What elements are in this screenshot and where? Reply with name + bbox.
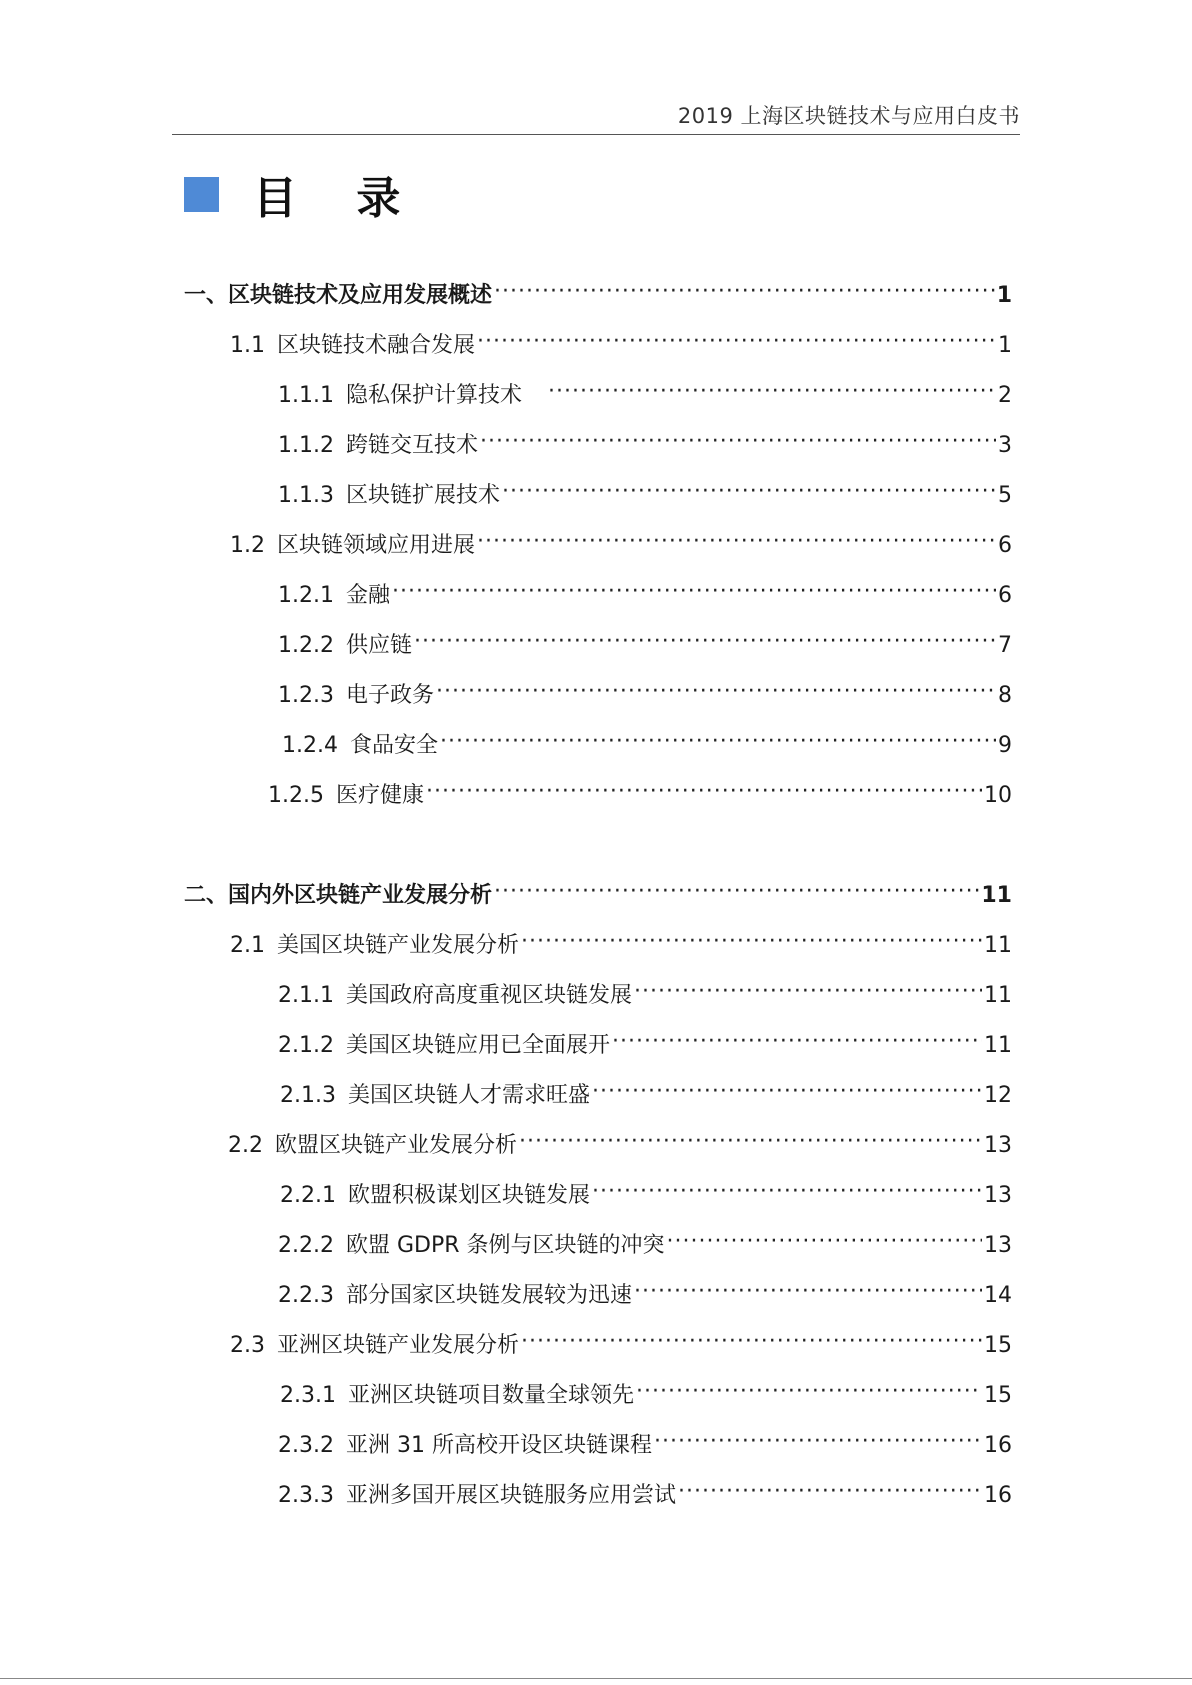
toc-entry-1-2-3[interactable] <box>278 680 1012 712</box>
toc-leader-dots <box>436 676 996 708</box>
toc-entry-title: 区块链技术融合发展 <box>277 333 476 358</box>
toc-leader-dots <box>667 1226 982 1258</box>
toc-entry-title: 供应链 <box>345 633 412 658</box>
toc-entry-page: 3 <box>998 433 1012 458</box>
toc-entry-number: 1.2.3 <box>278 683 334 708</box>
toc-entry-title: 跨链交互技术 <box>345 433 478 458</box>
toc-entry-title: 美国区块链应用已全面展开 <box>345 1033 610 1058</box>
toc-entry-title: 美国区块链人才需求旺盛 <box>347 1083 590 1108</box>
toc-entry-page: 11 <box>984 933 1012 958</box>
toc-entry-page: 6 <box>998 583 1012 608</box>
toc-entry-page: 13 <box>984 1233 1012 1258</box>
toc-leader-dots <box>592 1076 982 1108</box>
running-header-title: 2019 上海区块链技术与应用白皮书 <box>677 104 1020 128</box>
toc-entry-number: 1.2 <box>230 533 265 558</box>
toc-entry-number: 2.1 <box>230 933 265 958</box>
toc-leader-dots <box>426 776 982 808</box>
toc-entry-page: 11 <box>984 983 1012 1008</box>
toc-leader-dots <box>480 426 996 458</box>
toc-entry-title: 欧盟积极谋划区块链发展 <box>347 1183 590 1208</box>
toc-leader-dots <box>654 1426 982 1458</box>
toc-entry-title: 食品安全 <box>349 733 438 758</box>
toc-entry-1-1[interactable] <box>230 330 1012 362</box>
toc-entry-title: 医疗健康 <box>335 783 424 808</box>
toc-leader-dots <box>678 1476 982 1508</box>
toc-entry-title: 欧盟区块链产业发展分析 <box>275 1133 518 1158</box>
toc-entry-number: 2.2.3 <box>278 1283 334 1308</box>
toc-entry-number: 2.3.1 <box>280 1383 336 1408</box>
toc-leader-dots <box>440 726 996 758</box>
toc-heading-label: 目 录 <box>253 173 423 224</box>
toc-entry-title: 部分国家区块链发展较为迅速 <box>345 1283 632 1308</box>
toc-entry-number: 1.2.1 <box>278 583 334 608</box>
toc-entry-title: 亚洲区块链产业发展分析 <box>277 1333 520 1358</box>
toc-leader-dots <box>519 1126 982 1158</box>
toc-entry-page: 13 <box>984 1133 1012 1158</box>
toc-entry-2-2-1[interactable] <box>280 1180 1012 1212</box>
toc-entry-page: 1 <box>998 333 1012 358</box>
toc-leader-dots <box>414 626 996 658</box>
toc-entry-2-3-3[interactable] <box>278 1480 1012 1512</box>
toc-leader-dots <box>494 276 995 308</box>
toc-entry-number: 1.1 <box>230 333 265 358</box>
toc-entry-title: 美国区块链产业发展分析 <box>277 933 520 958</box>
toc-leader-dots <box>494 876 979 908</box>
toc-entry-2-2-2[interactable] <box>278 1230 1012 1262</box>
toc-entry-2-2-3[interactable] <box>278 1280 1012 1312</box>
toc-entry-page: 15 <box>984 1383 1012 1408</box>
toc-leader-dots <box>634 1276 982 1308</box>
toc-entry-page: 12 <box>984 1083 1012 1108</box>
toc-entry-title: 美国政府高度重视区块链发展 <box>345 983 632 1008</box>
toc-entry-number: 1.1.3 <box>278 483 334 508</box>
toc-entry-number: 2.3.3 <box>278 1483 334 1508</box>
toc-entry-number: 2.3.2 <box>278 1433 334 1458</box>
toc-entry-title: 欧盟 GDPR 条例与区块链的冲突 <box>345 1233 665 1258</box>
toc-entry-number: 2.1.1 <box>278 983 334 1008</box>
toc-entry-page: 16 <box>984 1483 1012 1508</box>
toc-entry-1-1-3[interactable] <box>278 480 1012 512</box>
toc-entry-1-2-5[interactable] <box>268 780 1012 812</box>
toc-entry-number: 1.2.2 <box>278 633 334 658</box>
toc-entry-number: 1.1.2 <box>278 433 334 458</box>
toc-entry-2-3-2[interactable] <box>278 1430 1012 1462</box>
toc-entry-2-3[interactable] <box>230 1330 1012 1362</box>
toc-entry-page: 2 <box>998 383 1012 408</box>
toc-leader-dots <box>502 476 996 508</box>
toc-entry-page: 9 <box>998 733 1012 758</box>
toc-leader-dots <box>634 976 982 1008</box>
toc-entry-1-2[interactable] <box>230 530 1012 562</box>
toc-heading <box>184 162 422 226</box>
toc-entry-number: 1.1.1 <box>278 383 334 408</box>
toc-entry-1-2-1[interactable] <box>278 580 1012 612</box>
toc-entry-page: 15 <box>984 1333 1012 1358</box>
toc-entry-title: 亚洲区块链项目数量全球领先 <box>347 1383 634 1408</box>
toc-entry-page: 6 <box>998 533 1012 558</box>
toc-entry-2-2[interactable] <box>228 1130 1012 1162</box>
toc-entry-title: 电子政务 <box>345 683 434 708</box>
toc-entry-number: 2.2 <box>228 1133 263 1158</box>
toc-entry-page: 8 <box>998 683 1012 708</box>
toc-entry-chapter-2[interactable] <box>184 880 1012 912</box>
toc-entry-title: 亚洲 31 所高校开设区块链课程 <box>345 1433 652 1458</box>
toc-entry-title: 金融 <box>345 583 390 608</box>
toc-entry-1-1-2[interactable] <box>278 430 1012 462</box>
toc-entry-1-1-1[interactable] <box>278 380 1012 412</box>
toc-entry-2-1-2[interactable] <box>278 1030 1012 1062</box>
toc-entry-title: 区块链领域应用进展 <box>277 533 476 558</box>
toc-leader-dots <box>612 1026 982 1058</box>
toc-leader-dots <box>392 576 996 608</box>
header-divider <box>172 134 1020 135</box>
toc-entry-2-3-1[interactable] <box>280 1380 1012 1412</box>
toc-entry-page: 10 <box>984 783 1012 808</box>
toc-leader-dots <box>477 326 996 358</box>
toc-leader-dots <box>521 1326 982 1358</box>
toc-entry-page: 5 <box>998 483 1012 508</box>
toc-entry-number: 2.1.2 <box>278 1033 334 1058</box>
toc-entry-chapter-1[interactable] <box>184 280 1012 312</box>
toc-entry-page: 1 <box>996 283 1012 308</box>
toc-entry-page: 11 <box>984 1033 1012 1058</box>
toc-entry-page: 13 <box>984 1183 1012 1208</box>
toc-entry-number: 2.3 <box>230 1333 265 1358</box>
toc-entry-title: 区块链扩展技术 <box>345 483 500 508</box>
toc-entry-2-1[interactable] <box>230 930 1012 962</box>
toc-leader-dots <box>548 376 996 408</box>
toc-entry-title: 亚洲多国开展区块链服务应用尝试 <box>345 1483 676 1508</box>
toc-leader-dots <box>592 1176 982 1208</box>
toc-leader-dots <box>477 526 996 558</box>
toc-leader-dots <box>521 926 982 958</box>
toc-entry-page: 14 <box>984 1283 1012 1308</box>
toc-entry-number: 1.2.5 <box>268 783 324 808</box>
toc-entry-2-1-3[interactable] <box>280 1080 1012 1112</box>
toc-entry-title: 二、国内外区块链产业发展分析 <box>184 883 493 908</box>
toc-entry-2-1-1[interactable] <box>278 980 1012 1012</box>
toc-heading-square-icon <box>184 177 219 212</box>
toc-entry-page: 11 <box>981 883 1012 908</box>
toc-entry-page: 7 <box>998 633 1012 658</box>
toc-entry-1-2-4[interactable] <box>282 730 1012 762</box>
page-bottom-edge <box>0 1678 1192 1679</box>
toc-entry-title: 一、区块链技术及应用发展概述 <box>184 283 493 308</box>
toc-leader-dots <box>636 1376 982 1408</box>
toc-entry-number: 2.1.3 <box>280 1083 336 1108</box>
toc-entry-title: 隐私保护计算技术 <box>345 383 522 408</box>
toc-entry-number: 2.2.1 <box>280 1183 336 1208</box>
toc-entry-1-2-2[interactable] <box>278 630 1012 662</box>
toc-entry-number: 2.2.2 <box>278 1233 334 1258</box>
toc-entry-page: 16 <box>984 1433 1012 1458</box>
toc-entry-number: 1.2.4 <box>282 733 338 758</box>
